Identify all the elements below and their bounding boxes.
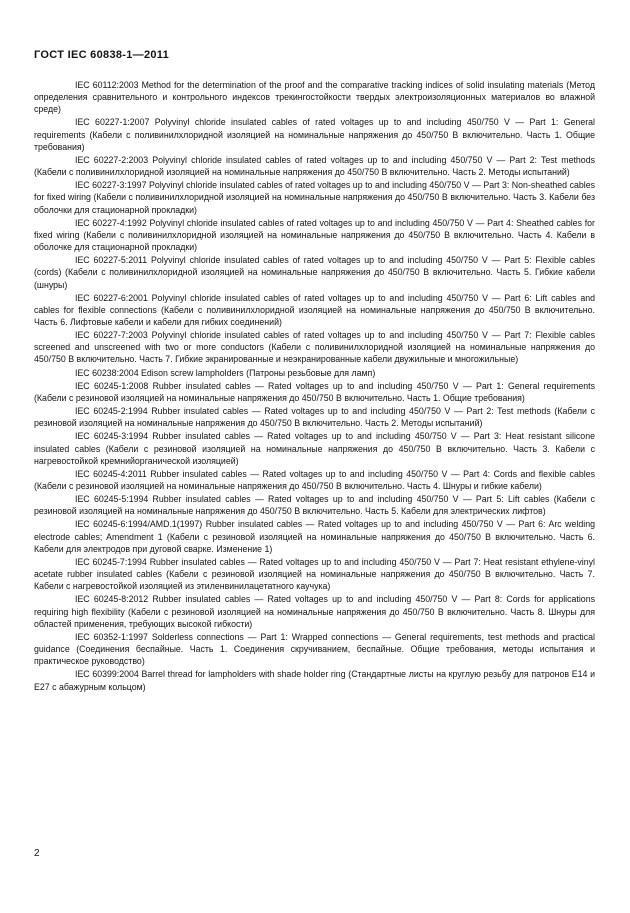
reference-paragraph: IEC 60245-5:1994 Rubber insulated cables — Rated voltages up to and including 450/750 V — Part 5: Lift cables (Кабели с резиновой изоляцией на номинальные напряжения до 450/750 В включительно. Часть 5. Кабели для электрических лифтов) xyxy=(34,494,595,517)
page-number: 2 xyxy=(34,848,40,859)
reference-paragraph: IEC 60227-3:1997 Polyvinyl chloride insulated cables of rated voltages up to and including 450/750 V — Part 3: Non-sheathed cables for fixed wiring (Кабели с поливинилхлоридной изоляцией на номинальные напряжения до 450/750 В включительно. Часть 3. Кабели без оболочки для стационарной прокладки) xyxy=(34,180,595,215)
reference-paragraph: IEC 60352-1:1997 Solderless connections — Part 1: Wrapped connections — General requirements, test methods and practical guidance (Соединения беспайные. Часть 1. Соединения скручиванием, беспайные. Общие требования, методы испытания и практическое руководство) xyxy=(34,631,595,667)
reference-paragraph: IEC 60245-2:1994 Rubber insulated cables — Rated voltages up to and including 450/750 V — Part 2: Test methods (Кабели с резиновой изоляцией на номинальные напряжения до 450/750 В включительно. Часть 2. Методы испытаний) xyxy=(34,406,595,429)
reference-paragraph: IEC 60227-5:2011 Polyvinyl chloride insulated cables of rated voltages up to and including 450/750 V — Part 5: Flexible cables (cords) (Кабели с поливинилхлоридной изоляцией на номинальные напряжения до 450/750 В включительно. Часть 5. Гибкие кабели (шнуры) xyxy=(34,255,595,290)
reference-paragraph: IEC 60245-1:2008 Rubber insulated cables — Rated voltages up to and including 450/750 V — Part 1: General requirements (Кабели с резиновой изоляцией на номинальные напряжения до 450/750 В включительно. Часть 1. Общие требования) xyxy=(34,380,595,403)
page-header-standard-title: ГОСТ IEC 60838-1—2011 xyxy=(34,49,170,61)
reference-paragraph: IEC 60238:2004 Edison screw lampholders (Патроны резьбовые для ламп) xyxy=(75,367,376,378)
reference-paragraph: IEC 60227-2:2003 Polyvinyl chloride insulated cables of rated voltages up to and including 450/750 V — Part 2: Test methods (Кабели с поливинилхлоридной изоляцией на номинальные напряжения до 450/750 В включительно. Часть 2. Методы испытаний) xyxy=(34,154,595,178)
reference-paragraph: IEC 60227-4:1992 Polyvinyl chloride insulated cables of rated voltages up to and including 450/750 V — Part 4: Sheathed cables for fixed wiring (Кабели с поливинилхлоридной изоляцией на номинальные напряжения до 450/750 В включительно. Часть 4. Кабели в оболочке для стационарной прокладки) xyxy=(34,217,595,253)
reference-paragraph: IEC 60112:2003 Method for the determination of the proof and the comparative tracking indices of solid insulating materials (Метод определения сравнительного и контрольного индексов трекингостойкости твердых электроизоляционных материалов во влажной среде) xyxy=(34,80,595,115)
reference-paragraph: IEC 60245-4:2011 Rubber insulated cables — Rated voltages up to and including 450/750 V — Part 4: Cords and flexible cables (Кабели с резиновой изоляцией на номинальные напряжения до 450/750 В включительно. Часть 4. Шнуры и гибкие кабели) xyxy=(34,468,595,491)
reference-paragraph: IEC 60227-6:2001 Polyvinyl chloride insulated cables of rated voltages up to and including 450/750 V — Part 6: Lift cables and cables for flexible connections (Кабели с поливинилхлоридной изоляцией на номинальные напряжения до 450/750 В включительно. Часть 6. Лифтовые кабели и кабели для гибких соединений) xyxy=(34,292,595,327)
reference-paragraph: IEC 60245-8:2012 Rubber insulated cables — Rated voltages up to and including 450/750 V — Part 8: Cords for applications requiring high flexibility (Кабели с резиновой изоляцией на номинальные напряжения до 450/750 В включительно. Часть 8. Шнуры для областей применения, требующих высокой гибкости) xyxy=(34,594,595,629)
reference-paragraph: IEC 60245-6:1994/AMD.1(1997) Rubber insulated cables — Rated voltages up to and including 450/750 V — Part 6: Arc welding electrode cables; Amendment 1 (Кабели с резиновой изоляцией на номинальные напряжения до 450/750 В включительно. Часть 6. Кабели для электродов при дуговой сварке. Изменение 1) xyxy=(34,519,595,554)
reference-paragraph: IEC 60227-7:2003 Polyvinyl chloride insulated cables of rated voltages up to and including 450/750 V — Part 7: Flexible cables screened and unscreened with two or more conductors (Кабели с поливинилхлоридной изоляцией на номинальные напряжения до 450/750 В включительно. Часть 7. Гибкие экранированные и неэкранированные кабели двужильные и многожильные) xyxy=(34,330,595,365)
reference-paragraph: IEC 60227-1:2007 Polyvinyl chloride insulated cables of rated voltages up to and including 450/750 V — Part 1: General requirements (Кабели с поливинилхлоридной изоляцией на номинальные напряжения до 450/750 В включительно. Часть 1. Общие требования) xyxy=(34,117,595,152)
references-list xyxy=(34,79,595,694)
reference-paragraph: IEC 60245-7:1994 Rubber insulated cables — Rated voltages up to and including 450/750 V — Part 7: Heat resistant ethylene-vinyl acetate rubber insulated cables (Кабели с резиновой изоляцией на номинальные напряжения до 450/750 В включительно. Часть 7. Кабели с нагревостойкой изоляцией из этиленвинилацетатного каучука) xyxy=(34,556,595,592)
reference-paragraph: IEC 60245-3:1994 Rubber insulated cables — Rated voltages up to and including 450/750 V — Part 3: Heat resistant silicone insulated cables (Кабели с резиновой изоляцией на номинальные напряжения до 450/750 В включительно. Часть 3. Кабели с нагревостойкой кремнийорганической изоляцией) xyxy=(34,431,595,466)
reference-paragraph: IEC 60399:2004 Barrel thread for lampholders with shade holder ring (Стандартные листы на круглую резьбу для патронов Е14 и Е27 с абажурным кольцом) xyxy=(34,669,595,692)
